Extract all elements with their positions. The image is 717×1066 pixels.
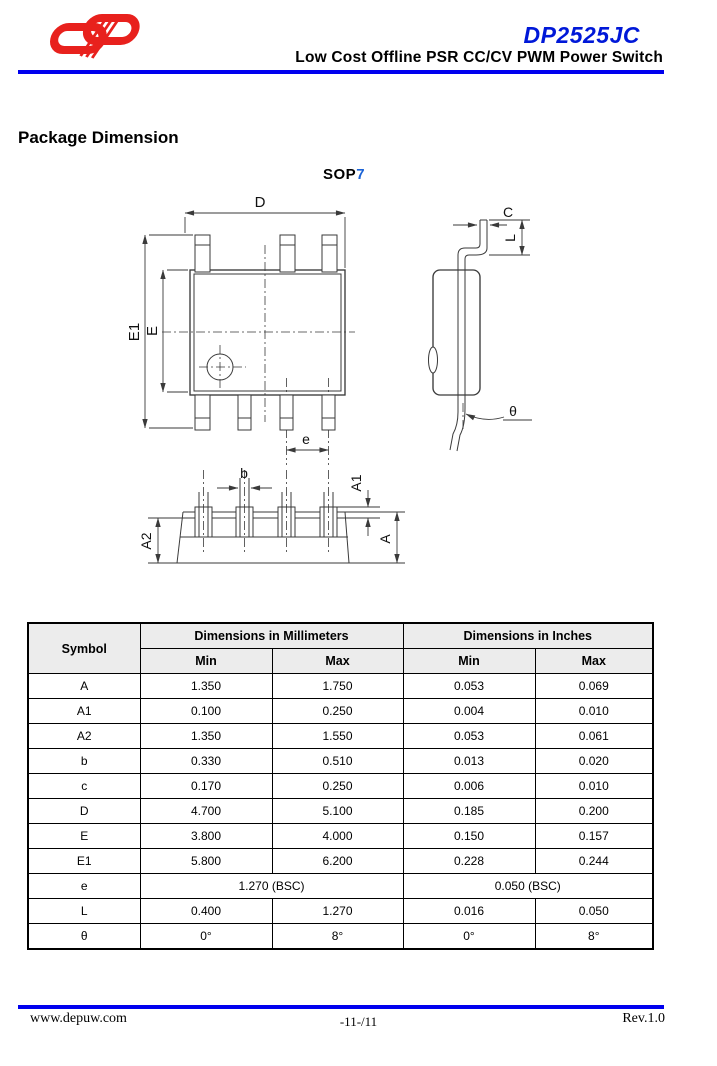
table-row: A2 1.350 1.550 0.053 0.061 xyxy=(28,724,653,749)
footer-website: www.depuw.com xyxy=(30,1011,127,1026)
package-outline-drawing xyxy=(60,160,560,605)
table-row: θ 0° 8° 0° 8° xyxy=(28,924,653,950)
table-row: E1 5.800 6.200 0.228 0.244 xyxy=(28,849,653,874)
col-group-inches: Dimensions in Inches xyxy=(403,623,653,649)
col-header-mm-max: Max xyxy=(272,649,403,674)
side-view xyxy=(429,204,533,451)
dim-label-D: D xyxy=(254,194,266,211)
table-row: A 1.350 1.750 0.053 0.069 xyxy=(28,674,653,699)
table-row: b 0.330 0.510 0.013 0.020 xyxy=(28,749,653,774)
dim-label-A1: A1 xyxy=(348,474,364,492)
header-rule xyxy=(18,70,664,74)
footer-rule xyxy=(18,1005,664,1009)
dim-label-E: E xyxy=(144,325,161,337)
table-row-e-bsc: e 1.270 (BSC) 0.050 (BSC) xyxy=(28,874,653,899)
table-header-row-groups xyxy=(28,623,653,649)
table-row: c 0.170 0.250 0.006 0.010 xyxy=(28,774,653,799)
top-view xyxy=(126,194,355,465)
col-header-in-max: Max xyxy=(535,649,653,674)
package-name: SOP xyxy=(323,166,357,183)
table-row: D 4.700 5.100 0.185 0.200 xyxy=(28,799,653,824)
dim-label-L: L xyxy=(502,234,518,242)
section-title: Package Dimension xyxy=(18,128,179,147)
dim-label-theta: θ xyxy=(509,403,517,419)
table-row: A1 0.100 0.250 0.004 0.010 xyxy=(28,699,653,724)
table-row: L 0.400 1.270 0.016 0.050 xyxy=(28,899,653,924)
part-number: DP2525JC xyxy=(523,22,640,48)
dim-label-C: C xyxy=(502,204,514,220)
document-subtitle: Low Cost Offline PSR CC/CV PWM Power Switch xyxy=(295,49,663,66)
footer-page-number: -11-/11 xyxy=(339,1014,378,1029)
dp-logo-icon xyxy=(48,12,140,59)
footer-revision: Rev.1.0 xyxy=(622,1011,665,1026)
col-header-mm-min: Min xyxy=(140,649,272,674)
dimensions-table xyxy=(27,622,654,950)
bottom-view xyxy=(138,465,405,563)
col-header-in-min: Min xyxy=(403,649,535,674)
col-header-symbol: Symbol xyxy=(28,623,140,674)
dim-label-e: e xyxy=(302,431,310,447)
dim-label-A: A xyxy=(377,534,393,544)
col-group-millimeters: Dimensions in Millimeters xyxy=(140,623,403,649)
dim-label-b: b xyxy=(240,465,248,481)
package-pin-count: 7 xyxy=(356,166,366,183)
table-row: E 3.800 4.000 0.150 0.157 xyxy=(28,824,653,849)
dim-label-E1: E1 xyxy=(126,322,143,342)
dim-label-A2: A2 xyxy=(138,532,154,550)
